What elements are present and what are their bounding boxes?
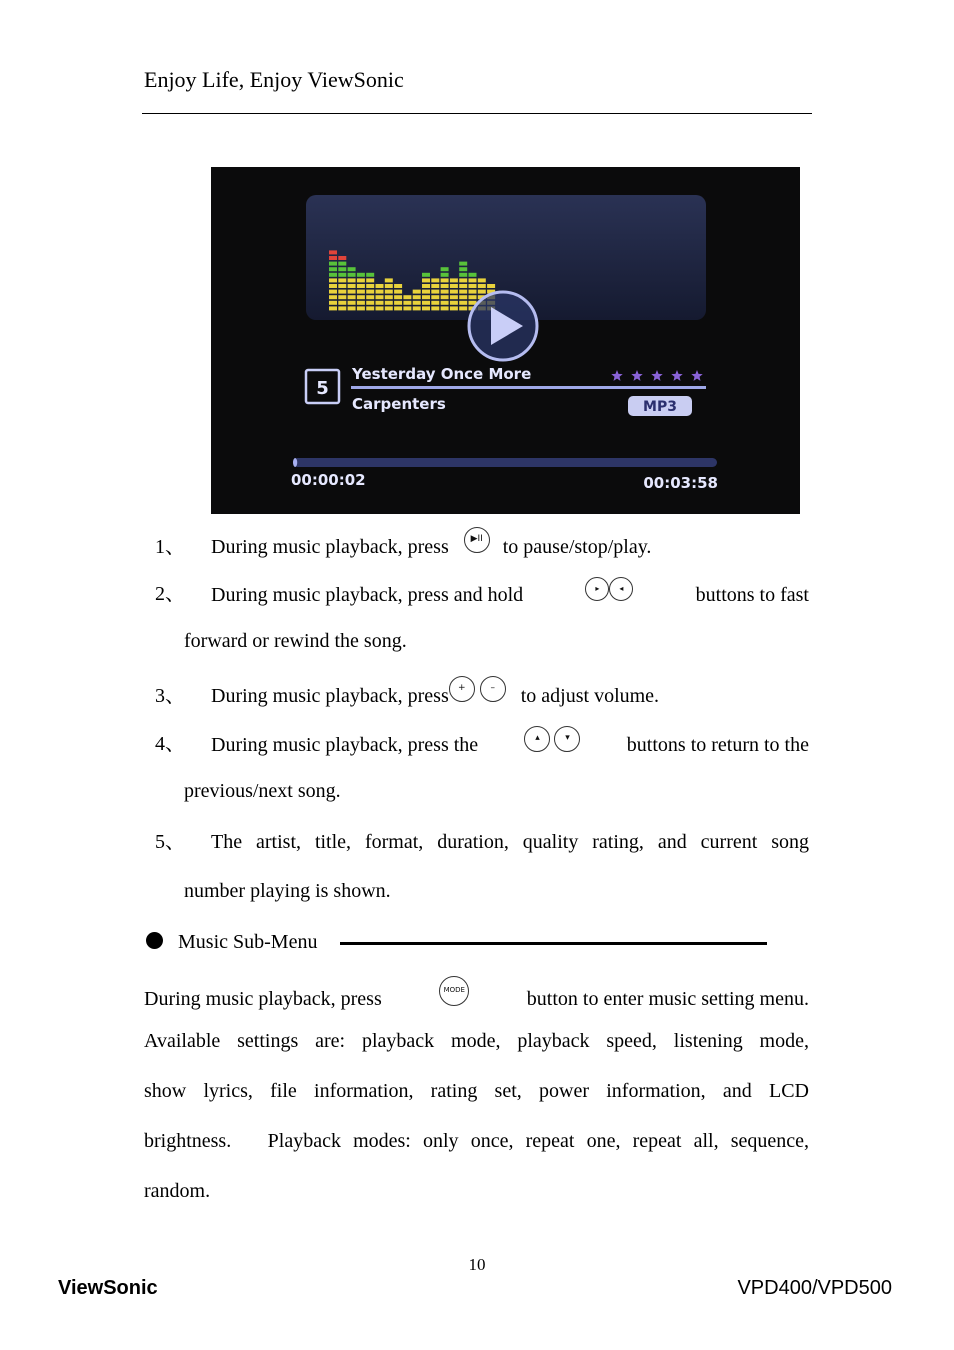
play-pause-button-icon: ▶II xyxy=(464,527,490,553)
equalizer-cell xyxy=(459,284,467,288)
progress-track xyxy=(293,458,717,467)
equalizer-cell xyxy=(329,267,337,271)
equalizer-cell xyxy=(441,295,449,299)
song-title: Yesterday Once More xyxy=(352,365,532,383)
step-1-number: 1、 xyxy=(155,536,185,558)
step-3-number: 3、 xyxy=(155,685,185,707)
equalizer-cell xyxy=(394,284,402,288)
equalizer-cell xyxy=(459,306,467,310)
equalizer-cell xyxy=(403,306,411,310)
step-2-post: buttons to fast xyxy=(695,583,809,606)
step-1-text xyxy=(211,535,651,561)
equalizer-cell xyxy=(385,306,393,310)
volume-down-button-icon: – xyxy=(480,676,506,702)
equalizer-cell xyxy=(441,290,449,294)
step-5-text: The artist, title, format, duration, quality rating, and current song xyxy=(211,831,809,853)
submenu-heading-rule xyxy=(340,942,767,945)
equalizer-cell xyxy=(357,284,365,288)
equalizer-cell xyxy=(441,278,449,282)
equalizer-cell xyxy=(431,301,439,305)
equalizer-cell xyxy=(459,290,467,294)
title-underline xyxy=(351,386,706,389)
equalizer-cell xyxy=(329,262,337,266)
equalizer-cell xyxy=(394,290,402,294)
submenu-line-4: brightness. Playback modes: only once, repeat one, repeat all, sequence, xyxy=(144,1130,809,1152)
submenu-heading: Music Sub-Menu xyxy=(178,931,318,953)
equalizer-cell xyxy=(441,284,449,288)
equalizer-cell xyxy=(338,278,346,282)
step-2-continued: forward or rewind the song. xyxy=(184,630,407,652)
equalizer-cell xyxy=(459,301,467,305)
equalizer-cell xyxy=(348,284,356,288)
footer-model: VPD400/VPD500 xyxy=(737,1277,892,1299)
track-number: 5 xyxy=(316,378,329,399)
equalizer-cell xyxy=(366,295,374,299)
elapsed-time: 00:00:02 xyxy=(291,471,366,489)
equalizer-cell xyxy=(329,273,337,277)
step-3-text xyxy=(211,684,659,710)
equalizer-cell xyxy=(431,290,439,294)
equalizer-cell xyxy=(469,284,477,288)
submenu-line-3: show lyrics, file information, rating set, power information, and LCD xyxy=(144,1080,809,1102)
equalizer-cell xyxy=(441,273,449,277)
equalizer-cell xyxy=(366,284,374,288)
equalizer-cell xyxy=(459,262,467,266)
next-song-button-icon: ▾ xyxy=(554,726,580,752)
format-label: MP3 xyxy=(643,399,677,415)
equalizer-cell xyxy=(413,290,421,294)
equalizer-cell xyxy=(422,290,430,294)
equalizer-cell xyxy=(469,273,477,277)
bullet-icon xyxy=(146,932,163,949)
equalizer-cell xyxy=(348,267,356,271)
step-5-number: 5、 xyxy=(155,831,185,853)
equalizer-cell xyxy=(431,278,439,282)
equalizer-cell xyxy=(357,306,365,310)
equalizer-cell xyxy=(450,278,458,282)
equalizer-cell xyxy=(376,301,384,305)
equalizer-cell xyxy=(441,306,449,310)
equalizer-cell xyxy=(385,295,393,299)
equalizer-cell xyxy=(394,306,402,310)
rating-star xyxy=(671,370,682,381)
equalizer-cell xyxy=(459,295,467,299)
equalizer-cell xyxy=(348,278,356,282)
equalizer-cell xyxy=(329,295,337,299)
equalizer-cell xyxy=(376,306,384,310)
step-2-text xyxy=(211,582,809,607)
equalizer-cell xyxy=(338,273,346,277)
equalizer-cell xyxy=(422,273,430,277)
equalizer-cell xyxy=(469,278,477,282)
equalizer-cell xyxy=(450,290,458,294)
step-2-pre: During music playback, press and hold xyxy=(211,583,524,606)
equalizer-cell xyxy=(422,306,430,310)
equalizer-cell xyxy=(459,273,467,277)
equalizer-cell xyxy=(459,278,467,282)
step-1-pre: During music playback, press xyxy=(211,536,449,558)
equalizer-cell xyxy=(413,295,421,299)
footer-brand: ViewSonic xyxy=(58,1277,158,1299)
equalizer-cell xyxy=(376,290,384,294)
submenu-line-1-post: button to enter music setting menu. xyxy=(526,988,809,1010)
equalizer-cell xyxy=(376,295,384,299)
equalizer-cell xyxy=(376,284,384,288)
equalizer-cell xyxy=(338,284,346,288)
total-duration: 00:03:58 xyxy=(643,474,718,492)
equalizer-cell xyxy=(366,301,374,305)
progress-fill xyxy=(293,458,297,467)
equalizer-cell xyxy=(469,290,477,294)
equalizer-cell xyxy=(357,301,365,305)
equalizer-cell xyxy=(422,284,430,288)
equalizer-cell xyxy=(338,256,346,260)
equalizer-cell xyxy=(385,278,393,282)
equalizer-cell xyxy=(450,301,458,305)
equalizer-cell xyxy=(450,306,458,310)
equalizer-cell xyxy=(385,284,393,288)
equalizer-cell xyxy=(394,301,402,305)
equalizer-cell xyxy=(478,290,486,294)
equalizer-cell xyxy=(329,278,337,282)
equalizer-cell xyxy=(422,295,430,299)
submenu-line-1 xyxy=(144,984,809,1014)
equalizer-cell xyxy=(459,267,467,271)
equalizer-cell xyxy=(450,284,458,288)
equalizer-cell xyxy=(487,284,495,288)
equalizer-cell xyxy=(403,301,411,305)
equalizer-cell xyxy=(431,295,439,299)
equalizer-cell xyxy=(329,284,337,288)
step-4-post: buttons to return to the xyxy=(626,734,809,757)
equalizer-cell xyxy=(366,278,374,282)
equalizer-cell xyxy=(366,290,374,294)
equalizer-cell xyxy=(338,301,346,305)
equalizer-cell xyxy=(348,295,356,299)
step-4-continued: previous/next song. xyxy=(184,780,341,802)
rating-star xyxy=(691,370,702,381)
equalizer-cell xyxy=(338,267,346,271)
equalizer-cell xyxy=(348,290,356,294)
equalizer-cell xyxy=(348,273,356,277)
equalizer-cell xyxy=(338,290,346,294)
artist-name: Carpenters xyxy=(352,395,446,413)
equalizer-cell xyxy=(357,278,365,282)
rewind-button-icon: ◂ xyxy=(609,577,633,601)
equalizer-cell xyxy=(403,295,411,299)
page-header-title: Enjoy Life, Enjoy ViewSonic xyxy=(144,67,404,92)
equalizer-cell xyxy=(338,262,346,266)
equalizer-cell xyxy=(338,306,346,310)
equalizer-cell xyxy=(357,273,365,277)
equalizer-cell xyxy=(431,306,439,310)
mode-button-icon: MODE xyxy=(439,976,469,1006)
music-player-screenshot xyxy=(211,167,800,514)
equalizer-cell xyxy=(357,290,365,294)
equalizer-cell xyxy=(329,256,337,260)
rating-star xyxy=(611,370,622,381)
equalizer-cell xyxy=(385,290,393,294)
equalizer-cell xyxy=(441,301,449,305)
equalizer-cell xyxy=(441,267,449,271)
equalizer-cell xyxy=(366,273,374,277)
equalizer-cell xyxy=(348,306,356,310)
step-3-pre: During music playback, press xyxy=(211,685,449,707)
rating-stars xyxy=(611,370,702,381)
rating-star xyxy=(651,370,662,381)
equalizer-cell xyxy=(478,278,486,282)
equalizer-cell xyxy=(450,295,458,299)
equalizer-cell xyxy=(394,295,402,299)
step-4-number: 4、 xyxy=(155,733,185,755)
step-4-pre: During music playback, press the xyxy=(211,734,479,757)
equalizer-cell xyxy=(329,290,337,294)
equalizer-cell xyxy=(357,295,365,299)
equalizer-cell xyxy=(413,301,421,305)
fast-forward-button-icon: ▸ xyxy=(585,577,609,601)
header-rule xyxy=(142,113,812,114)
step-5-continued: number playing is shown. xyxy=(184,880,391,902)
equalizer-cell xyxy=(338,295,346,299)
equalizer-cell xyxy=(348,301,356,305)
previous-song-button-icon: ▴ xyxy=(524,726,550,752)
play-icon xyxy=(469,292,537,360)
step-2-number: 2、 xyxy=(155,583,185,605)
equalizer-cell xyxy=(413,306,421,310)
equalizer-cell xyxy=(422,278,430,282)
equalizer-cell xyxy=(366,306,374,310)
equalizer-cell xyxy=(329,301,337,305)
equalizer-cell xyxy=(469,295,477,299)
equalizer-cell xyxy=(329,306,337,310)
submenu-line-1-pre: During music playback, press xyxy=(144,988,382,1010)
equalizer-cell xyxy=(422,301,430,305)
rating-star xyxy=(631,370,642,381)
step-1-post: to pause/stop/play. xyxy=(502,536,652,558)
equalizer-cell xyxy=(431,284,439,288)
step-3-post: to adjust volume. xyxy=(520,685,660,707)
page-number: 10 xyxy=(468,1255,486,1274)
submenu-line-2: Available settings are: playback mode, playback speed, listening mode, xyxy=(144,1030,809,1052)
equalizer-cell xyxy=(329,250,337,254)
step-4-text xyxy=(211,732,809,758)
volume-up-button-icon: + xyxy=(449,676,475,702)
submenu-line-5: random. xyxy=(144,1180,211,1202)
player-screen-graphic xyxy=(211,167,800,514)
equalizer-cell xyxy=(478,284,486,288)
equalizer-cell xyxy=(385,301,393,305)
